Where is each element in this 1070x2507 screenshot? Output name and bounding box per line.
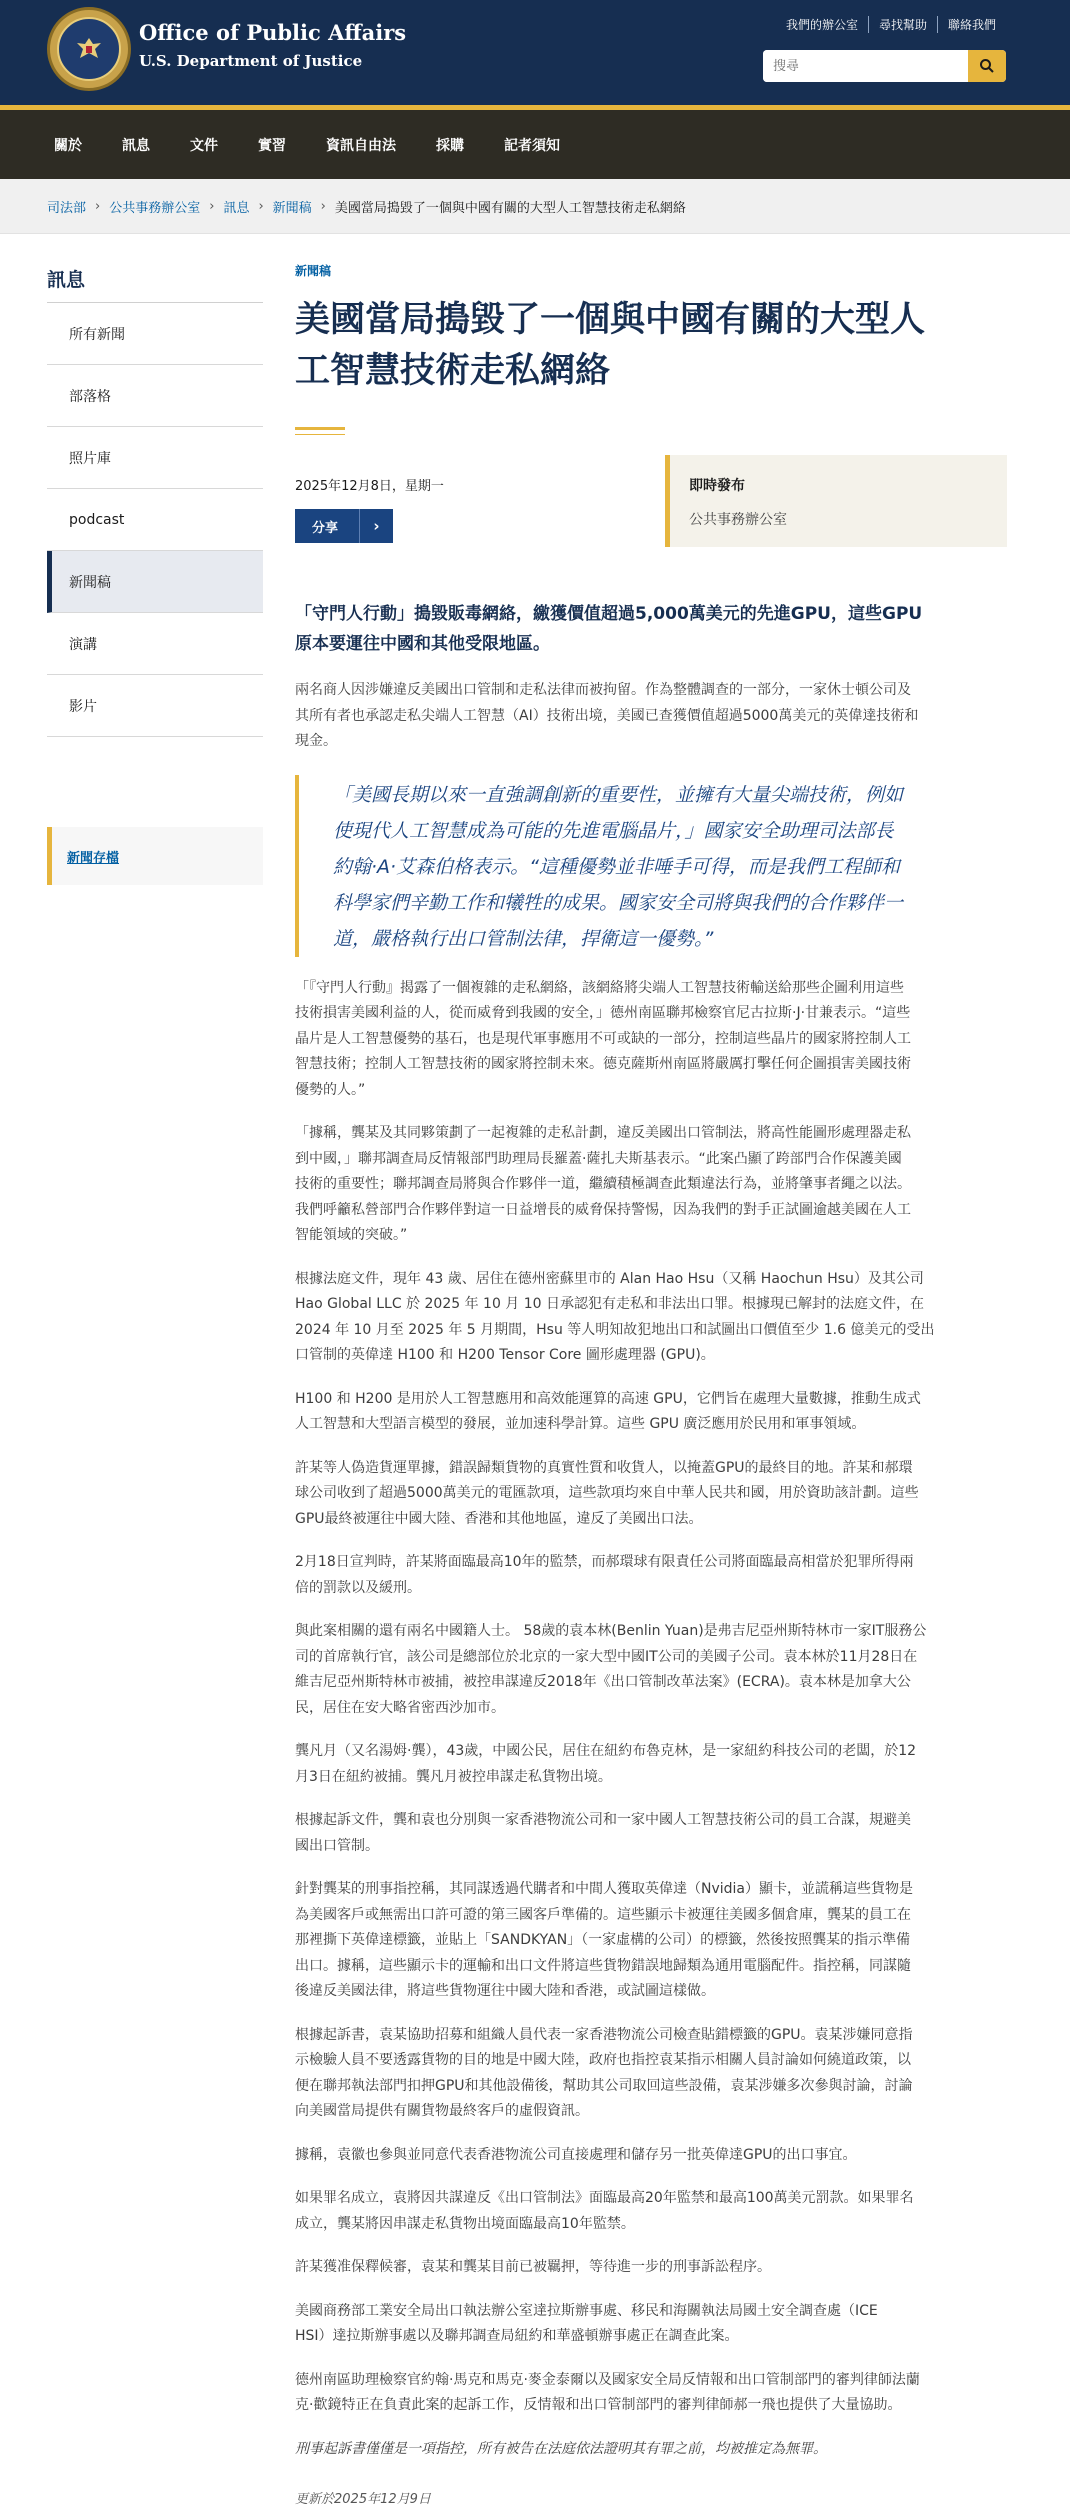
para-line: 後違反美國法律，將這些貨物運往中國大陸和香港，或試圖這樣做。 xyxy=(295,1979,1007,2005)
para-line: 智慧技術；控制人工智慧技術的國家將控制未來。德克薩斯州南區將嚴厲打擊任何企圖損害美國技術 xyxy=(295,1052,1007,1078)
body-paragraph xyxy=(295,1456,1007,1533)
para-line: 根據起訴文件，龔和袁也分別與一家香港物流公司和一家中國人工智慧技術公司的員工合謀，規避美 xyxy=(295,1808,1007,1834)
nav-item-press[interactable]: 記者須知 xyxy=(484,135,580,155)
util-link-contact-us[interactable]: 聯絡我們 xyxy=(937,16,1006,33)
breadcrumb-separator-icon: › xyxy=(258,199,263,214)
body-paragraph xyxy=(295,2023,1007,2125)
agency-subtitle[interactable]: U.S. Department of Justice xyxy=(139,52,362,70)
util-link-our-offices[interactable]: 我們的辦公室 xyxy=(776,16,868,33)
body-paragraph xyxy=(295,1387,1007,1438)
lead-line: 「守門人行動」搗毀販毒網絡，繳獲價值超過5,000萬美元的先進GPU，這些GPU xyxy=(295,599,1007,629)
sidebar-item-videos[interactable]: 影片 xyxy=(47,675,263,737)
main-nav xyxy=(0,110,1070,179)
search-input[interactable] xyxy=(763,50,968,82)
site-header xyxy=(0,0,1070,110)
para-line: 球公司收到了超過5000萬美元的電匯款項，這些款項均來自中華人民共和國，用於資助該計劃。這些 xyxy=(295,1481,1007,1507)
sidebar-heading: 訊息 xyxy=(47,265,263,303)
body-paragraph xyxy=(295,1808,1007,1859)
body-paragraph xyxy=(295,2255,1007,2281)
body-paragraph xyxy=(295,976,1007,1104)
para-line: 我們呼籲私營部門合作夥伴對這一日益增長的威脅保持警惕，因為我們的對手正試圖逾越美國在人工 xyxy=(295,1198,1007,1224)
article-meta xyxy=(295,455,1007,565)
sidebar-item-photo-gallery[interactable]: 照片庫 xyxy=(47,427,263,489)
seal-emblem xyxy=(57,17,121,81)
body-paragraph xyxy=(295,2186,1007,2237)
para-line: 司的首席執行官，該公司是總部位於北京的一家大型中國IT公司的美國子公司。袁本林於11月28日在 xyxy=(295,1645,1007,1671)
para-line: 出口。據稱，這些顯示卡的運輸和出口文件將這些貨物錯誤地歸類為通用電腦配件。指控稱，同謀隨 xyxy=(295,1954,1007,1980)
para-line: 美國商務部工業安全局出口執法辦公室達拉斯辦事處、移民和海關執法局國土安全調查處（ICE xyxy=(295,2299,1007,2325)
para-line: 民，居住在安大略省密西沙加市。 xyxy=(295,1696,1007,1722)
breadcrumb-current: 美國當局搗毀了一個與中國有關的大型人工智慧技術走私網絡 xyxy=(335,197,686,216)
article-body xyxy=(295,976,1007,2507)
lead-line: 原本要運往中國和其他受限地區。 xyxy=(295,629,1007,659)
body-paragraph xyxy=(295,2368,1007,2419)
doj-seal-logo[interactable] xyxy=(47,7,131,91)
breadcrumb-separator-icon: › xyxy=(95,199,100,214)
breadcrumb-item-press-releases[interactable]: 新聞稿 xyxy=(273,197,312,216)
title-divider xyxy=(295,434,345,435)
page-title-line: 工智慧技術走私網絡 xyxy=(295,351,610,391)
para-line: 其所有者也承認走私尖端人工智慧（AI）技術出境，美國已查獲價值超過5000萬美元的英偉達技術和 xyxy=(295,704,1007,730)
para-line: 國出口管制。 xyxy=(295,1834,1007,1860)
share-label: 分享 xyxy=(295,517,359,536)
search-bar xyxy=(763,50,1006,82)
article-intro xyxy=(295,678,1007,755)
quote-line: 使現代人工智慧成為可能的先進電腦晶片，」國家安全助理司法部長 xyxy=(333,813,1007,849)
body-paragraph xyxy=(295,1550,1007,1601)
nav-item-procurement[interactable]: 採購 xyxy=(416,135,484,155)
para-line: Hao Global LLC 於 2025 年 10 月 10 日承認犯有走私和非法出口罪。根據現已解封的法庭文件，在 xyxy=(295,1292,1007,1318)
page-title-line: 美國當局搗毀了一個與中國有關的大型人 xyxy=(295,300,925,340)
article-date: 2025年12月8日，星期一 xyxy=(295,475,444,494)
body-paragraph xyxy=(295,2299,1007,2350)
body-paragraph xyxy=(295,1877,1007,2005)
breadcrumb xyxy=(0,179,1070,234)
para-line: 如果罪名成立，袁將因共謀違反《出口管制法》面臨最高20年監禁和最高100萬美元罰款。如果罪名 xyxy=(295,2186,1007,2212)
agency-title[interactable]: Office of Public Affairs xyxy=(139,20,406,45)
share-button[interactable] xyxy=(295,509,393,543)
page-title xyxy=(295,295,1007,397)
sidebar-item-all-news[interactable]: 所有新聞 xyxy=(47,303,263,365)
sidebar-item-podcast[interactable]: podcast xyxy=(47,489,263,551)
para-line: 示檢驗人員不要透露貨物的目的地是中國大陸，政府也指控袁某指示相關人員討論如何繞道政策，以 xyxy=(295,2048,1007,2074)
news-archive-link[interactable]: 新聞存檔 xyxy=(67,847,119,866)
para-line: 德州南區助理檢察官約翰·馬克和馬克·麥金泰爾以及國家安全局反情報和出口管制部門的審判律師法蘭 xyxy=(295,2368,1007,2394)
body-paragraph xyxy=(295,1121,1007,1249)
body-paragraph xyxy=(295,1267,1007,1369)
para-line: 許某獲准保釋候審，袁某和龔某目前已被羈押，等待進一步的刑事訴訟程序。 xyxy=(295,2255,1007,2281)
updated-date: 更新於2025年12月9日 xyxy=(295,2488,1007,2507)
search-icon xyxy=(979,58,995,74)
para-line: 針對龔某的刑事指控稱，其同謀透過代購者和中間人獲取英偉達（Nvidia）顯卡，並謊稱這些貨物是 xyxy=(295,1877,1007,1903)
article-lead xyxy=(295,599,1007,659)
para-line: 兩名商人因涉嫌違反美國出口管制和走私法律而被拘留。作為整體調查的一部分，一家休士頓公司及 xyxy=(295,678,1007,704)
para-line: 倍的罰款以及緩刑。 xyxy=(295,1576,1007,1602)
article xyxy=(295,262,1007,2507)
quote-line: 科學家們辛勤工作和犧牲的成果。國家安全司將與我們的合作夥伴一 xyxy=(333,885,1007,921)
util-link-find-help[interactable]: 尋找幫助 xyxy=(868,16,937,33)
para-line: 人工智慧和大型語言模型的發展，並加速科學計算。這些 GPU 廣泛應用於民用和軍事領域。 xyxy=(295,1412,1007,1438)
legal-disclaimer: 刑事起訴書僅僅是一項指控，所有被告在法庭依法證明其有罪之前，均被推定為無罪。 xyxy=(295,2437,1007,2463)
para-line: GPU最終被運往中國大陸、香港和其他地區，違反了美國出口法。 xyxy=(295,1507,1007,1533)
para-line: H100 和 H200 是用於人工智慧應用和高效能運算的高速 GPU，它們旨在處理大量數據，推動生成式 xyxy=(295,1387,1007,1413)
para-line: 「『守門人行動』揭露了一個複雜的走私網絡，該網絡將尖端人工智慧技術輸送給那些企圖利用這些 xyxy=(295,976,1007,1002)
body-paragraph xyxy=(295,2143,1007,2169)
para-line: 根據法庭文件，現年 43 歲、居住在德州密蘇里市的 Alan Hao Hsu（又稱 Haochun Hsu）及其公司 xyxy=(295,1267,1007,1293)
breadcrumb-separator-icon: › xyxy=(321,199,326,214)
para-line: 維吉尼亞州斯特林市被捕，被控串謀違反2018年《出口管制改革法案》(ECRA)。袁本林是加拿大公 xyxy=(295,1670,1007,1696)
para-line: 智能領域的突破。” xyxy=(295,1223,1007,1249)
para-line: 克·歡鏡特正在負責此案的起訴工作，反情報和出口管制部門的審判律師郝一飛也提供了大量協助。 xyxy=(295,2393,1007,2419)
pull-quote xyxy=(295,775,1007,957)
para-line: 據稱，袁徽也參與並同意代表香港物流公司直接處理和儲存另一批英偉達GPU的出口事宜。 xyxy=(295,2143,1007,2169)
para-line: 優勢的人。” xyxy=(295,1078,1007,1104)
sidebar-item-press-releases[interactable]: 新聞稿 xyxy=(47,551,263,613)
para-line: 那裡撕下英偉達標籤，並貼上「SANDKYAN」（一家虛構的公司）的標籤，然後按照龔某的指示準備 xyxy=(295,1928,1007,1954)
title-divider xyxy=(295,427,345,430)
para-line: 為美國客戶或無需出口許可證的第三國客戶準備的。這些顯示卡被運往美國多個倉庫，龔某的員工在 xyxy=(295,1903,1007,1929)
breadcrumb-item-opa[interactable]: 公共事務辦公室 xyxy=(109,197,200,216)
nav-item-internships[interactable]: 實習 xyxy=(238,135,306,155)
para-line: 「據稱，龔某及其同夥策劃了一起複雜的走私計劃，違反美國出口管制法，將高性能圖形處理器走私 xyxy=(295,1121,1007,1147)
sidebar xyxy=(47,265,263,885)
nav-item-documents[interactable]: 文件 xyxy=(170,135,238,155)
para-line: 晶片是人工智慧優勢的基石，也是現代軍事應用不可或缺的一部分，控制這些晶片的國家將控制人工 xyxy=(295,1027,1007,1053)
breadcrumb-item-doj[interactable]: 司法部 xyxy=(47,197,86,216)
nav-item-about[interactable]: 關於 xyxy=(34,135,102,155)
release-office: 公共事務辦公室 xyxy=(689,509,1007,529)
nav-item-foia[interactable]: 資訊自由法 xyxy=(306,135,416,155)
sidebar-item-speeches[interactable]: 演講 xyxy=(47,613,263,675)
nav-item-news[interactable]: 訊息 xyxy=(102,135,170,155)
para-line: 龔凡月（又名湯姆·龔），43歲，中國公民，居住在紐約布魯克林，是一家紐約科技公司的老闆，於12 xyxy=(295,1739,1007,1765)
breadcrumb-item-news[interactable]: 訊息 xyxy=(223,197,249,216)
sidebar-item-blog[interactable]: 部落格 xyxy=(47,365,263,427)
para-line: 2月18日宣判時，許某將面臨最高10年的監禁，而郝環球有限責任公司將面臨最高相當於犯罪所得兩 xyxy=(295,1550,1007,1576)
chevron-right-icon: › xyxy=(359,509,393,543)
para-line: 技術的重要性；聯邦調查局將與合作夥伴一道，繼續積極調查此類違法行為，並將肇事者繩之以法。 xyxy=(295,1172,1007,1198)
release-title: 即時發布 xyxy=(689,475,1007,495)
search-button[interactable] xyxy=(968,50,1006,82)
quote-line: 「美國長期以來一直強調創新的重要性，並擁有大量尖端技術，例如 xyxy=(333,777,1007,813)
utility-links xyxy=(776,16,1006,33)
release-info-box xyxy=(665,455,1007,547)
news-archive-box xyxy=(47,827,263,885)
para-line: 技術損害美國利益的人，從而威脅到我國的安全，」德州南區聯邦檢察官尼古拉斯·J·甘兼表示。“這些 xyxy=(295,1001,1007,1027)
para-line: 2024 年 10 月至 2025 年 5 月期間，Hsu 等人明知故犯地出口和試圖出口價值至少 1.6 億美元的受出 xyxy=(295,1318,1007,1344)
para-line: 便在聯邦執法部門扣押GPU和其他設備後，幫助其公司取回這些設備，袁某涉嫌多次參與討論，討論 xyxy=(295,2074,1007,2100)
body-paragraph xyxy=(295,1739,1007,1790)
para-line: 向美國當局提供有關貨物最終客戶的虛假資訊。 xyxy=(295,2099,1007,2125)
article-section-tag[interactable]: 新聞稿 xyxy=(295,262,1007,279)
para-line: 月3日在紐約被捕。龔凡月被控串謀走私貨物出境。 xyxy=(295,1765,1007,1791)
para-line: HSI）達拉斯辦事處以及聯邦調查局紐約和華盛頓辦事處正在調查此案。 xyxy=(295,2324,1007,2350)
quote-line: 約翰·A·艾森伯格表示。“這種優勢並非唾手可得，而是我們工程師和 xyxy=(333,849,1007,885)
body-paragraph xyxy=(295,1619,1007,1721)
quote-line: 道，嚴格執行出口管制法律，捍衛這一優勢。” xyxy=(333,921,1007,957)
para-line: 根據起訴書，袁某協助招募和組織人員代表一家香港物流公司檢查貼錯標籤的GPU。袁某涉嫌同意指 xyxy=(295,2023,1007,2049)
breadcrumb-separator-icon: › xyxy=(209,199,214,214)
para-line: 與此案相關的還有兩名中國籍人士。 58歲的袁本林(Benlin Yuan)是弗吉尼亞州斯特林市一家IT服務公 xyxy=(295,1619,1007,1645)
para-line: 成立，龔某將因串謀走私貨物出境面臨最高10年監禁。 xyxy=(295,2212,1007,2238)
eagle-icon xyxy=(74,34,104,64)
para-line: 許某等人偽造貨運單據，錯誤歸類貨物的真實性質和收貨人，以掩蓋GPU的最終目的地。許某和郝環 xyxy=(295,1456,1007,1482)
para-line: 現金。 xyxy=(295,729,1007,755)
para-line: 到中國，」聯邦調查局反情報部門助理局長羅蓋·薩扎夫斯基表示。“此案凸顯了跨部門合作保護美國 xyxy=(295,1147,1007,1173)
para-line: 口管制的英偉達 H100 和 H200 Tensor Core 圖形處理器 (GPU)。 xyxy=(295,1343,1007,1369)
